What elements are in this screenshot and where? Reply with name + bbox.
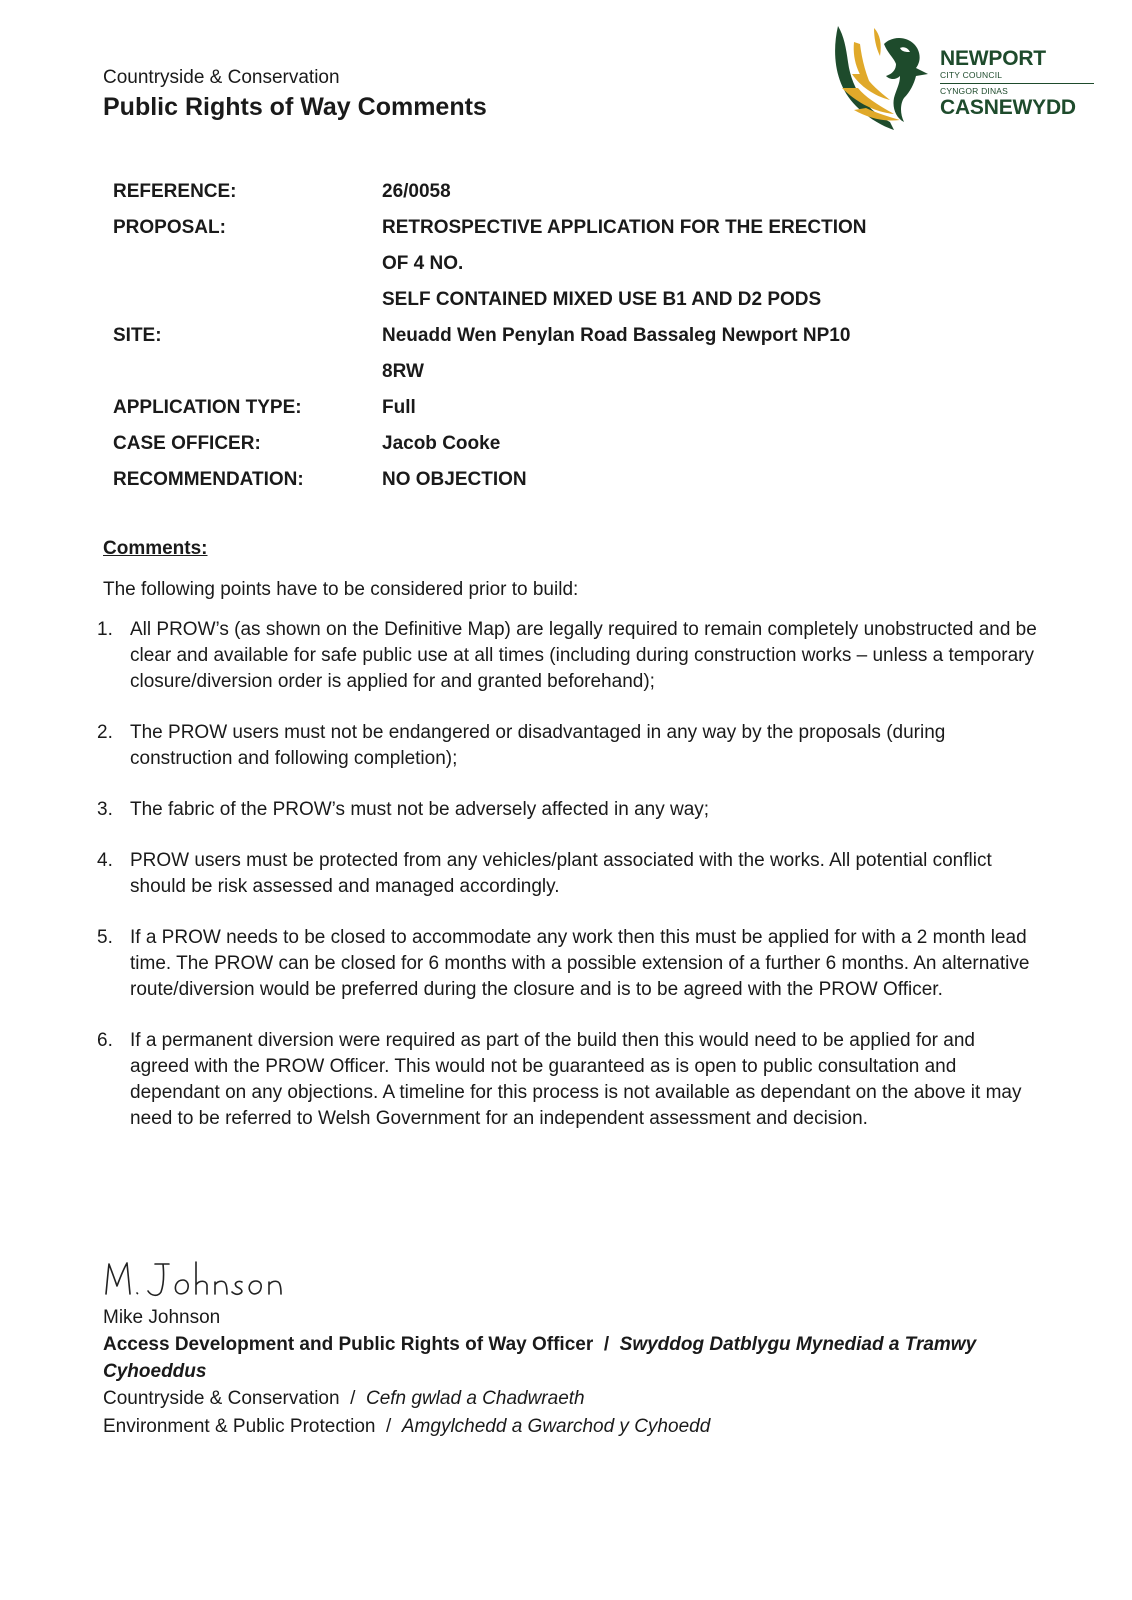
detail-label: PROPOSAL: <box>113 217 226 238</box>
list-item-text: The fabric of the PROW’s must not be adversely affected in any way; <box>130 799 710 820</box>
detail-label: APPLICATION TYPE: <box>113 397 302 418</box>
detail-label: SITE: <box>113 325 162 346</box>
document-title: Public Rights of Way Comments <box>103 93 487 121</box>
list-item <box>97 848 1038 900</box>
detail-value: NO OBJECTION <box>382 469 527 490</box>
detail-value: Jacob Cooke <box>382 433 501 454</box>
list-item <box>97 797 1038 823</box>
detail-label: REFERENCE: <box>113 181 237 202</box>
department-english: Countryside & Conservation <box>103 1388 340 1409</box>
logo-casnewydd: CASNEWYDD <box>940 96 1076 119</box>
list-item <box>97 1028 1038 1132</box>
list-item <box>97 720 1038 772</box>
detail-row <box>113 210 942 246</box>
comments-list <box>97 617 1038 1132</box>
dragon-emblem-icon <box>830 22 940 134</box>
list-item-text: All PROW’s (as shown on the Definitive Map) are legally required to remain completely unobstructed and be clear and available for safe public use at all times (including during construction works – unless a temporary closure/diversion order is applied for and granted beforehand); <box>130 619 1037 692</box>
list-item-text: PROW users must be protected from any vehicles/plant associated with the works. All potential conflict should be risk assessed and managed accordingly. <box>130 850 992 897</box>
detail-row <box>113 390 942 426</box>
logo-wordmark <box>940 48 1094 120</box>
list-item-text: If a PROW needs to be closed to accommodate any work then this must be applied for with a 2 month lead time. The PROW can be closed for 6 months with a possible extension of a further 6 months. An alternative route/diversion would be preferred during the closure and is to be agreed with the PROW Officer. <box>130 927 1030 1000</box>
directorate-welsh: Amgylchedd a Gwarchod y Cyhoedd <box>401 1416 711 1437</box>
list-item <box>97 617 1038 695</box>
detail-value: Neuadd Wen Penylan Road Bassaleg Newport NP10 <box>382 325 851 346</box>
officer-role <box>103 1331 1063 1385</box>
detail-value: Full <box>382 397 416 418</box>
officer-role-welsh: Swyddog Datblygu Mynediad a Tramwy Cyhoeddus <box>103 1334 977 1382</box>
list-item-text: The PROW users must not be endangered or disadvantaged in any way by the proposals (during construction and following completion); <box>130 722 946 769</box>
officer-department <box>103 1385 1063 1413</box>
detail-value: SELF CONTAINED MIXED USE B1 AND D2 PODS <box>382 289 822 310</box>
officer-name: Mike Johnson <box>103 1307 221 1328</box>
list-item-number: 5. <box>97 927 113 948</box>
department-welsh: Cefn gwlad a Chadwraeth <box>365 1388 585 1409</box>
application-details <box>113 174 942 498</box>
detail-row <box>113 174 942 210</box>
detail-row <box>113 462 942 498</box>
detail-value: RETROSPECTIVE APPLICATION FOR THE ERECTION <box>382 217 867 238</box>
detail-value: 8RW <box>382 361 424 382</box>
document-header <box>103 66 487 123</box>
list-item-number: 2. <box>97 722 113 743</box>
officer-role-english: Access Development and Public Rights of Way Officer <box>103 1334 594 1355</box>
logo-city-council: CITY COUNCIL <box>940 70 1003 80</box>
comments-section <box>97 536 1038 1157</box>
logo-divider <box>940 83 1094 84</box>
list-item-number: 3. <box>97 799 113 820</box>
list-item-number: 1. <box>97 619 113 640</box>
detail-value: 26/0058 <box>382 181 451 202</box>
detail-label <box>113 282 382 318</box>
detail-row <box>113 426 942 462</box>
separator: / <box>350 1388 356 1409</box>
department-name: Countryside & Conservation <box>103 67 340 88</box>
detail-label <box>113 354 382 390</box>
detail-row <box>113 318 942 354</box>
comments-heading: Comments: <box>103 538 208 559</box>
handwritten-signature <box>103 1254 303 1304</box>
detail-row <box>113 354 942 390</box>
detail-value: OF 4 NO. <box>382 253 464 274</box>
list-item-number: 6. <box>97 1030 113 1051</box>
list-item <box>97 925 1038 1003</box>
logo-cyngor-dinas: CYNGOR DINAS <box>940 86 1009 96</box>
detail-label: CASE OFFICER: <box>113 433 261 454</box>
detail-row <box>113 282 942 318</box>
separator: / <box>603 1334 610 1355</box>
list-item-text: If a permanent diversion were required as part of the build then this would need to be applied for and agreed with the PROW Officer. This would not be guaranteed as is open to public consultation and dependant on any objections. A timeline for this process is not available as dependant on the above it may need to be referred to Welsh Government for an independent assessment and decision. <box>130 1030 1022 1129</box>
sign-off-block <box>103 1254 1063 1441</box>
detail-label <box>113 246 382 282</box>
logo-newport: NEWPORT <box>940 47 1046 70</box>
comments-intro: The following points have to be considered prior to build: <box>103 579 579 600</box>
directorate-english: Environment & Public Protection <box>103 1416 376 1437</box>
council-logo <box>830 22 1100 138</box>
detail-label: RECOMMENDATION: <box>113 469 304 490</box>
list-item-number: 4. <box>97 850 113 871</box>
separator: / <box>386 1416 392 1437</box>
detail-row <box>113 246 942 282</box>
officer-directorate <box>103 1413 1063 1441</box>
